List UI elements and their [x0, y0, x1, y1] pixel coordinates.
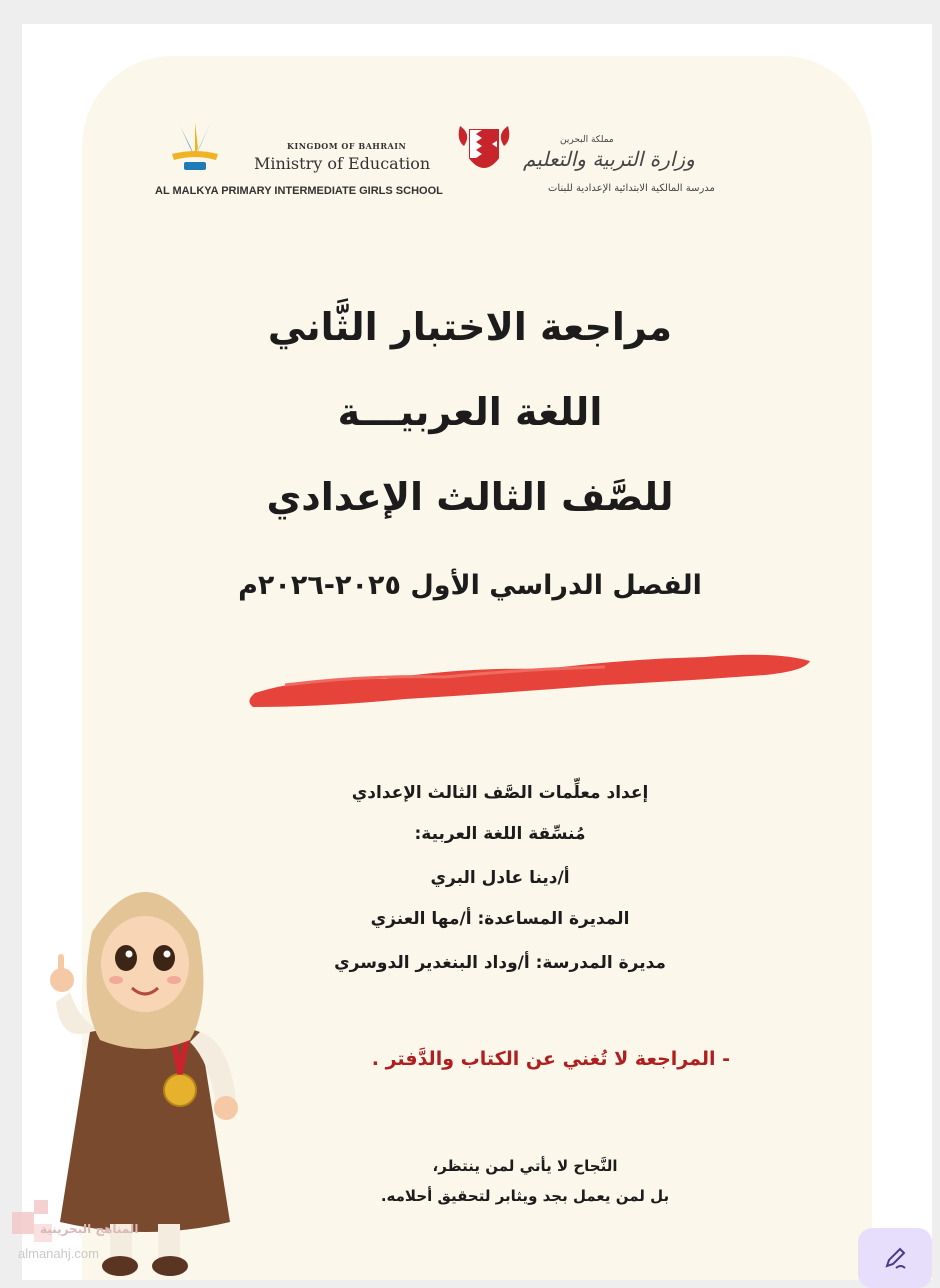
kingdom-label: KINGDOM OF BAHRAIN [287, 141, 407, 151]
watermark-site: almanahj.com [18, 1246, 99, 1261]
prepared-by: إعداد معلِّمات الصَّف الثالث الإعدادي [351, 783, 649, 803]
title-semester: الفصل الدراسي الأول ٢٠٢٥-٢٠٢٦م [238, 570, 702, 601]
edit-pencil-icon [881, 1244, 909, 1272]
watermark-text-ar: المناهج البحرينية [40, 1222, 139, 1236]
assistant-principal: المديرة المساعدة: أ/مها العنزي [370, 909, 630, 929]
coordinator-label: مُنسِّقة اللغة العربية: [414, 824, 586, 844]
bahrain-crest-icon [452, 120, 516, 182]
ministry-name-en: Ministry of Education [254, 154, 431, 173]
title-review: مراجعة الاختبار الثَّاني [267, 305, 673, 349]
edit-button[interactable] [858, 1228, 932, 1288]
coordinator-name: أ/دينا عادل البري [430, 868, 570, 888]
ministry-name-ar: وزارة التربية والتعليم [523, 147, 695, 171]
school-name-ar: مدرسة المالكية الابتدائية الإعدادية للبنات [548, 183, 715, 194]
quote-line-2: بل لمن يعمل بجد ويثابر لتحقيق أحلامه. [380, 1187, 670, 1205]
review-note: - المراجعة لا تُغني عن الكتاب والدَّفتر . [371, 1048, 730, 1070]
quote-line-1: النَّجاح لا يأتي لمن ينتظر، [432, 1157, 618, 1175]
principal: مديرة المدرسة: أ/وداد البنغدير الدوسري [334, 953, 666, 973]
red-brush-stroke [245, 645, 815, 715]
school-logo [160, 118, 230, 176]
school-name-en: AL MALKYA PRIMARY INTERMEDIATE GIRLS SCHOOL [155, 185, 443, 197]
kingdom-label-ar: مملكة البحرين [560, 135, 614, 145]
title-subject: اللغة العربيـــة [337, 390, 603, 434]
title-grade: للصَّف الثالث الإعدادي [266, 475, 674, 519]
